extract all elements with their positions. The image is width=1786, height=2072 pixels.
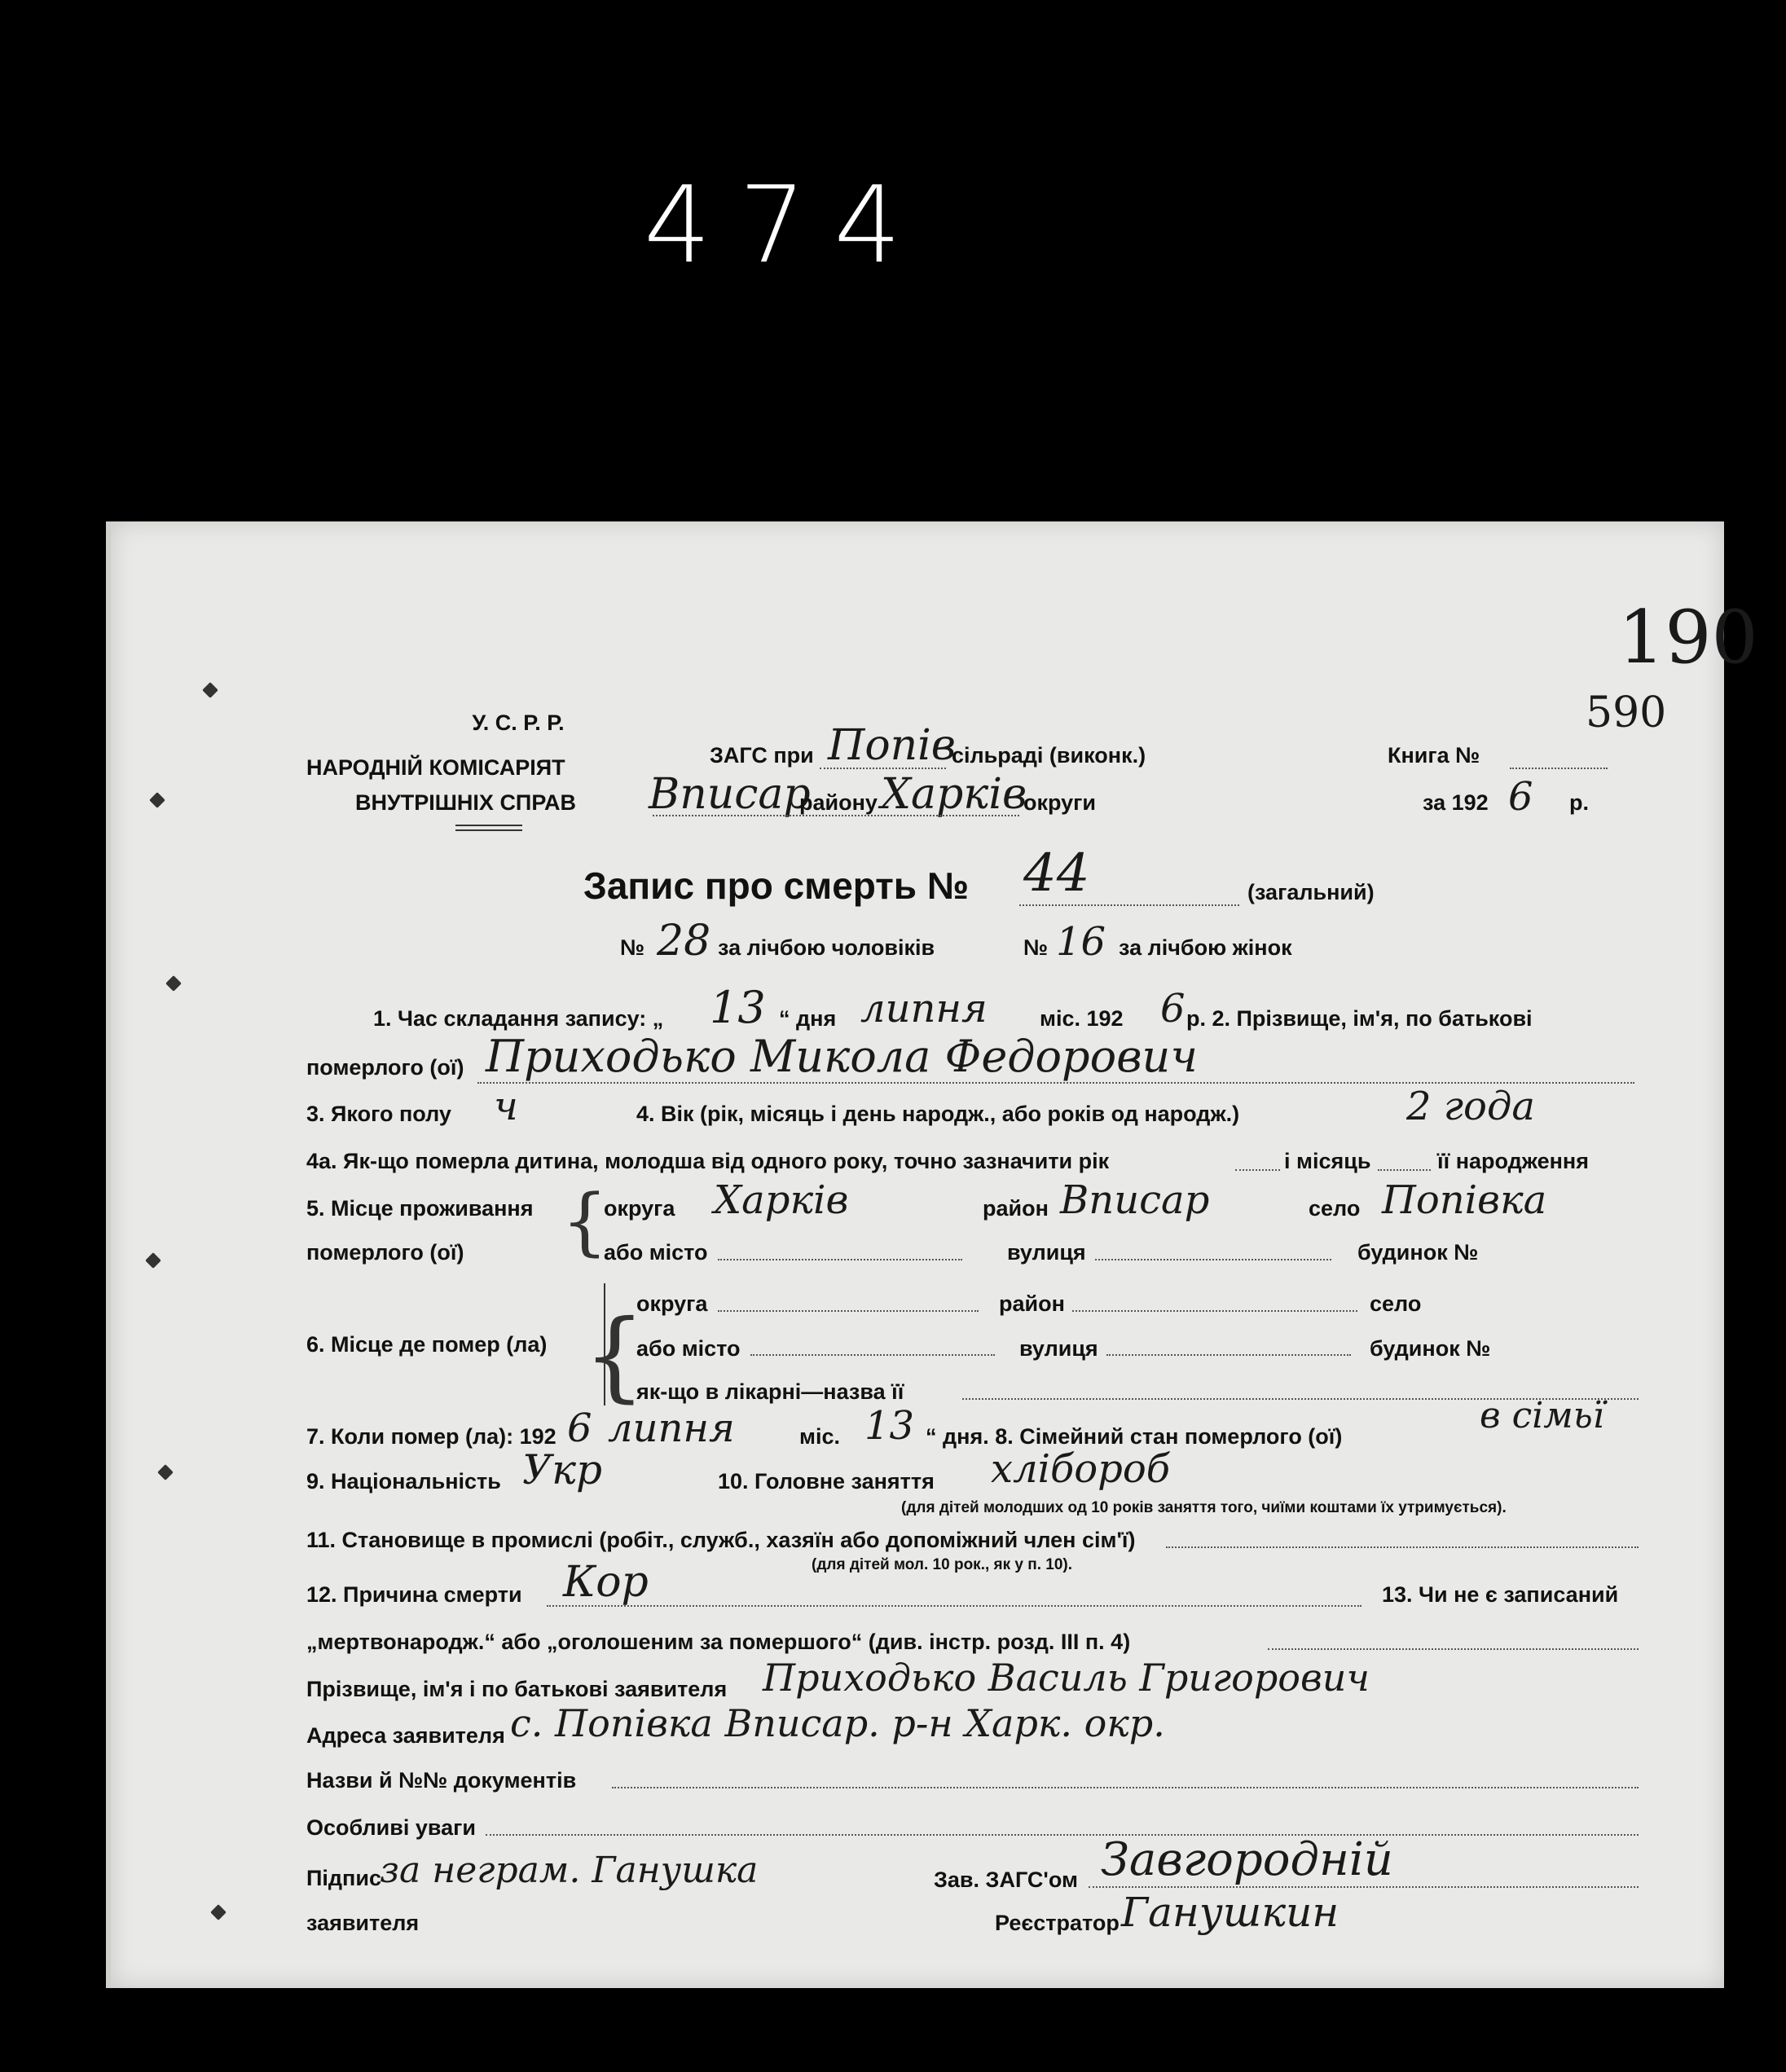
- deceased-sex: ч: [494, 1084, 518, 1129]
- residence-selo-label: село: [1309, 1196, 1361, 1221]
- death-raion-line: [1072, 1310, 1357, 1312]
- field-5-label-2: померлого (ої): [306, 1240, 464, 1265]
- death-record-form: [106, 521, 1758, 1988]
- death-selo-label: село: [1370, 1291, 1422, 1316]
- death-okruga-label: округа: [636, 1291, 708, 1316]
- year-label: за 192: [1423, 790, 1489, 815]
- women-number-prefix: №: [1023, 935, 1049, 960]
- death-bud-label: будинок №: [1370, 1336, 1491, 1361]
- death-misto-line: [750, 1354, 995, 1356]
- family-status: в сімьї: [1480, 1395, 1604, 1436]
- residence-okruga-label: округа: [604, 1196, 675, 1221]
- documents-line: [612, 1787, 1639, 1788]
- book-line: [1510, 768, 1608, 769]
- residence-misto-label: або місто: [604, 1240, 708, 1265]
- zags-label: ЗАГС при: [710, 743, 814, 768]
- notes-line: [486, 1834, 1639, 1836]
- record-number: 44: [1023, 843, 1090, 904]
- punch-mark: [145, 1252, 161, 1269]
- applicant-name-label: Прізвище, ім'я і по батькові заявителя: [306, 1677, 728, 1701]
- record-year: 6: [1160, 986, 1186, 1032]
- underline: [455, 825, 522, 826]
- field-1-day-label: “ дня: [779, 1006, 837, 1031]
- residence-vul-line: [1095, 1259, 1331, 1260]
- brace: {: [561, 1179, 609, 1265]
- field-11-note: (для дітей мол. 10 рок., як у п. 10).: [812, 1556, 1073, 1573]
- applicant-address: с. Попівка Вписар. р-н Харк. окр.: [510, 1701, 1165, 1745]
- death-vul-label: вулиця: [1019, 1336, 1098, 1361]
- zags-head-signature: Завгородній: [1101, 1833, 1393, 1886]
- punch-mark: [149, 792, 165, 808]
- raion-line: [653, 815, 1019, 816]
- silradi-label: сільраді (виконк.): [952, 743, 1146, 768]
- field-13-label: 13. Чи не є записаний: [1382, 1582, 1619, 1607]
- brace: {: [583, 1300, 646, 1413]
- frame-number: 474: [644, 163, 930, 287]
- field-13-text: „мертвонародж.“ або „оголошеним за помершого“ (див. інстр. розд. III п. 4): [306, 1630, 1131, 1654]
- field-5-label-1: 5. Місце проживання: [306, 1196, 534, 1221]
- field-4a-month: і місяць: [1284, 1149, 1371, 1173]
- year-value: 6: [1508, 774, 1533, 820]
- residence-bud-label: будинок №: [1357, 1240, 1479, 1265]
- punch-mark: [165, 975, 182, 992]
- nationality: Укр: [522, 1446, 602, 1494]
- ussr-header: У. С. Р. Р.: [472, 710, 565, 735]
- field-11-line: [1166, 1546, 1639, 1548]
- field-3-label: 3. Якого полу: [306, 1102, 451, 1126]
- cause-of-death: Кор: [563, 1558, 649, 1607]
- cause-line: [547, 1605, 1361, 1607]
- field-10-label: 10. Головне заняття: [718, 1469, 935, 1494]
- death-raion-label: район: [999, 1291, 1065, 1316]
- book-label: Книга №: [1388, 743, 1480, 768]
- field-6-label: 6. Місце де помер (ла): [306, 1332, 548, 1357]
- registrar-label: Реєстратор: [995, 1911, 1120, 1935]
- death-year: 6: [567, 1406, 592, 1451]
- record-general-label: (загальний): [1247, 880, 1375, 904]
- residence-okruga: Харків: [714, 1177, 849, 1223]
- field-7-label: 7. Коли помер (ла): 192: [306, 1424, 556, 1449]
- documents-label: Назви й №№ документів: [306, 1768, 577, 1793]
- field-12-label: 12. Причина смерти: [306, 1582, 522, 1607]
- field-11-label: 11. Становище в промислі (робіт., служб., хазяїн або допоміжний член сім'ї): [306, 1528, 1136, 1552]
- field-4a-tail: її народження: [1437, 1149, 1589, 1173]
- death-okruga-line: [718, 1310, 979, 1312]
- field-9-label: 9. Національність: [306, 1469, 501, 1494]
- residence-selo: Попівка: [1382, 1177, 1547, 1223]
- year-suffix: р.: [1569, 790, 1589, 815]
- death-hospital-label: як-що в лікарні—назва її: [636, 1379, 904, 1404]
- birth-month-line: [1378, 1169, 1431, 1171]
- field-4-label: 4. Вік (рік, місяць і день народж., або років од народж.): [636, 1102, 1240, 1126]
- men-number-prefix: №: [620, 935, 645, 960]
- punch-mark: [210, 1904, 227, 1920]
- death-misto-label: або місто: [636, 1336, 741, 1361]
- field-10-note: (для дітей молодших од 10 років заняття того, чиїми коштами їх утримується).: [901, 1499, 1507, 1516]
- field-1-label: 1. Час складання запису: „: [373, 1006, 664, 1031]
- commissariat-line-1: НАРОДНІЙ КОМІСАРІЯТ: [306, 755, 565, 780]
- punch-mark: [157, 1464, 174, 1480]
- zags-head-line: [1089, 1886, 1639, 1888]
- field-4a-label: 4а. Як-що померла дитина, молодша від одного року, точно зазначити рік: [306, 1149, 1110, 1173]
- record-title: Запис про смерть №: [583, 864, 970, 907]
- death-month: липня: [608, 1406, 735, 1451]
- raion-value: Вписар: [649, 770, 811, 819]
- applicant-signature: за неграм. Ганушка: [380, 1850, 759, 1891]
- commissariat-line-2: ВНУТРІШНІХ СПРАВ: [355, 790, 576, 815]
- occupation: хлібороб: [991, 1446, 1171, 1492]
- field-1-tail: р. 2. Прізвище, ім'я, по батькові: [1186, 1006, 1533, 1031]
- field-1-month-label: міс. 192: [1040, 1006, 1124, 1031]
- zags-value: Попів: [828, 721, 957, 770]
- underline: [455, 829, 522, 831]
- record-number-line: [1019, 904, 1239, 906]
- field-2-label: померлого (ої): [306, 1055, 464, 1080]
- record-month: липня: [860, 986, 988, 1032]
- residence-raion: Вписар: [1060, 1177, 1210, 1223]
- women-number: 16: [1056, 919, 1106, 965]
- field-13-line: [1268, 1648, 1639, 1650]
- registrar-signature: Ганушкин: [1121, 1889, 1340, 1936]
- residence-misto-line: [718, 1259, 962, 1260]
- applicant-name: Приходько Василь Григорович: [763, 1656, 1370, 1700]
- notes-label: Особливі уваги: [306, 1815, 476, 1840]
- death-day: 13: [864, 1403, 915, 1449]
- applicant-address-label: Адреса заявителя: [306, 1723, 505, 1748]
- death-vul-line: [1106, 1354, 1351, 1356]
- signature-label-2: заявителя: [306, 1911, 420, 1935]
- residence-raion-label: район: [983, 1196, 1049, 1221]
- record-day: 13: [710, 982, 766, 1033]
- birth-year-line: [1235, 1169, 1280, 1171]
- residence-vul-label: вулиця: [1007, 1240, 1086, 1265]
- field-7-tail: “ дня. 8. Сімейний стан померлого (ої): [926, 1424, 1343, 1449]
- women-count-label: за лічбою жінок: [1119, 935, 1292, 960]
- signature-label-1: Підпис: [306, 1866, 381, 1890]
- men-number: 28: [657, 917, 711, 966]
- archive-number-top: 190: [1618, 595, 1758, 680]
- okrug-label: округи: [1023, 790, 1097, 815]
- deceased-name: Приходько Микола Федорович: [486, 1031, 1198, 1082]
- okrug-value: Харків: [881, 770, 1027, 819]
- deceased-age: 2 года: [1406, 1084, 1535, 1129]
- raion-label: району: [799, 790, 878, 815]
- field-7-month-label: міс.: [799, 1424, 840, 1449]
- zags-head-label: Зав. ЗАГС'ом: [934, 1867, 1078, 1892]
- men-count-label: за лічбою чоловіків: [718, 935, 935, 960]
- archive-number-bottom: 590: [1586, 688, 1667, 737]
- punch-mark: [202, 682, 218, 698]
